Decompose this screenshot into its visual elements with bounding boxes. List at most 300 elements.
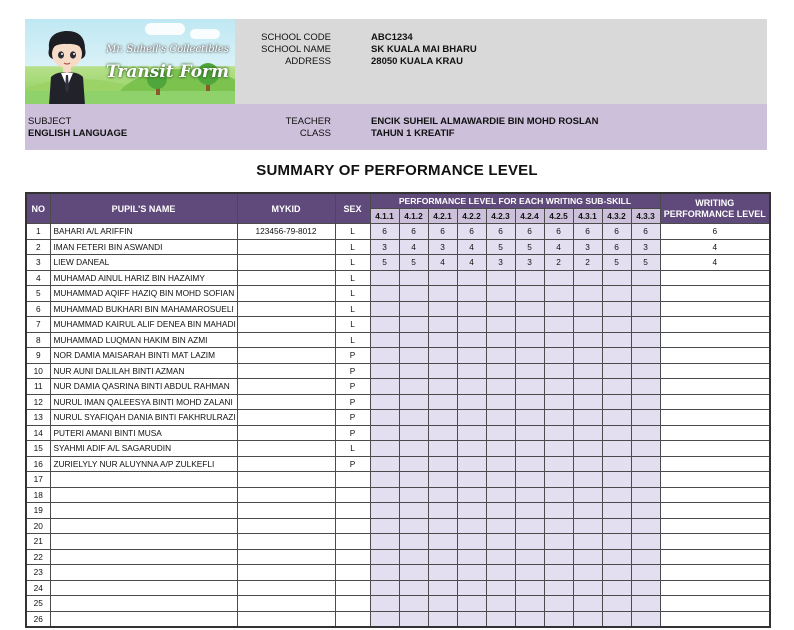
cell-subskill-score[interactable] [457, 503, 486, 519]
cell-subskill-score[interactable] [544, 503, 573, 519]
cell-mykid[interactable] [237, 441, 335, 457]
cell-subskill-score[interactable] [370, 270, 399, 286]
cell-subskill-score[interactable] [457, 472, 486, 488]
cell-subskill-score[interactable]: 5 [602, 255, 631, 271]
cell-subskill-score[interactable] [515, 441, 544, 457]
cell-subskill-score[interactable] [399, 301, 428, 317]
cell-pupil-name[interactable]: NUR AUNI DALILAH BINTI AZMAN [50, 363, 237, 379]
cell-subskill-score[interactable] [631, 549, 660, 565]
cell-subskill-score[interactable] [515, 456, 544, 472]
cell-pupil-name[interactable] [50, 487, 237, 503]
cell-pupil-name[interactable] [50, 565, 237, 581]
cell-subskill-score[interactable] [573, 410, 602, 426]
cell-subskill-score[interactable] [428, 363, 457, 379]
cell-subskill-score[interactable] [370, 425, 399, 441]
cell-subskill-score[interactable] [428, 596, 457, 612]
cell-sex[interactable] [335, 611, 370, 627]
cell-subskill-score[interactable] [486, 472, 515, 488]
cell-sex[interactable]: L [335, 441, 370, 457]
cell-writing-level[interactable] [660, 456, 770, 472]
cell-subskill-score[interactable] [486, 394, 515, 410]
cell-mykid[interactable] [237, 239, 335, 255]
cell-subskill-score[interactable]: 3 [370, 239, 399, 255]
cell-subskill-score[interactable] [457, 425, 486, 441]
cell-subskill-score[interactable] [573, 503, 602, 519]
cell-mykid[interactable] [237, 549, 335, 565]
cell-subskill-score[interactable] [515, 596, 544, 612]
cell-subskill-score[interactable] [515, 410, 544, 426]
cell-sex[interactable]: P [335, 379, 370, 395]
cell-subskill-score[interactable] [631, 503, 660, 519]
cell-subskill-score[interactable] [602, 317, 631, 333]
cell-no[interactable]: 7 [26, 317, 50, 333]
cell-subskill-score[interactable] [573, 580, 602, 596]
cell-sex[interactable]: L [335, 332, 370, 348]
cell-writing-level[interactable] [660, 549, 770, 565]
cell-subskill-score[interactable] [399, 394, 428, 410]
cell-subskill-score[interactable] [457, 286, 486, 302]
cell-subskill-score[interactable] [573, 534, 602, 550]
cell-subskill-score[interactable]: 6 [428, 224, 457, 240]
cell-writing-level[interactable] [660, 394, 770, 410]
cell-writing-level[interactable] [660, 317, 770, 333]
cell-subskill-score[interactable] [457, 410, 486, 426]
cell-subskill-score[interactable]: 4 [544, 239, 573, 255]
cell-subskill-score[interactable] [544, 441, 573, 457]
cell-subskill-score[interactable] [544, 363, 573, 379]
cell-subskill-score[interactable] [573, 441, 602, 457]
cell-subskill-score[interactable] [602, 410, 631, 426]
cell-sex[interactable] [335, 518, 370, 534]
cell-mykid[interactable] [237, 503, 335, 519]
cell-writing-level[interactable] [660, 425, 770, 441]
cell-mykid[interactable]: 123456-79-8012 [237, 224, 335, 240]
cell-subskill-score[interactable] [486, 270, 515, 286]
cell-no[interactable]: 22 [26, 549, 50, 565]
cell-no[interactable]: 24 [26, 580, 50, 596]
cell-writing-level[interactable]: 4 [660, 239, 770, 255]
cell-subskill-score[interactable] [486, 596, 515, 612]
cell-no[interactable]: 21 [26, 534, 50, 550]
cell-subskill-score[interactable] [602, 580, 631, 596]
cell-subskill-score[interactable] [486, 534, 515, 550]
cell-writing-level[interactable] [660, 611, 770, 627]
cell-subskill-score[interactable] [573, 565, 602, 581]
cell-no[interactable]: 19 [26, 503, 50, 519]
cell-mykid[interactable] [237, 286, 335, 302]
cell-subskill-score[interactable] [602, 487, 631, 503]
cell-mykid[interactable] [237, 487, 335, 503]
cell-subskill-score[interactable] [399, 286, 428, 302]
cell-pupil-name[interactable]: NURUL IMAN QALEESYA BINTI MOHD ZALANI [50, 394, 237, 410]
cell-subskill-score[interactable] [486, 332, 515, 348]
cell-subskill-score[interactable]: 6 [602, 224, 631, 240]
cell-pupil-name[interactable]: BAHARI A/L ARIFFIN [50, 224, 237, 240]
cell-subskill-score[interactable] [515, 332, 544, 348]
cell-writing-level[interactable] [660, 332, 770, 348]
cell-sex[interactable]: P [335, 363, 370, 379]
cell-writing-level[interactable]: 4 [660, 255, 770, 271]
cell-subskill-score[interactable] [399, 410, 428, 426]
cell-subskill-score[interactable] [544, 317, 573, 333]
cell-subskill-score[interactable]: 3 [428, 239, 457, 255]
cell-pupil-name[interactable]: MUHAMMAD BUKHARI BIN MAHAMAROSUELI [50, 301, 237, 317]
cell-subskill-score[interactable] [544, 472, 573, 488]
cell-subskill-score[interactable]: 4 [428, 255, 457, 271]
cell-subskill-score[interactable] [486, 518, 515, 534]
cell-subskill-score[interactable] [370, 379, 399, 395]
cell-subskill-score[interactable]: 4 [457, 255, 486, 271]
cell-subskill-score[interactable] [602, 270, 631, 286]
cell-subskill-score[interactable] [486, 611, 515, 627]
cell-subskill-score[interactable] [573, 487, 602, 503]
cell-sex[interactable] [335, 487, 370, 503]
cell-subskill-score[interactable] [631, 410, 660, 426]
cell-subskill-score[interactable] [544, 549, 573, 565]
cell-subskill-score[interactable] [602, 456, 631, 472]
cell-subskill-score[interactable] [573, 518, 602, 534]
cell-subskill-score[interactable] [544, 565, 573, 581]
cell-subskill-score[interactable] [515, 379, 544, 395]
cell-subskill-score[interactable]: 4 [457, 239, 486, 255]
cell-subskill-score[interactable] [515, 611, 544, 627]
cell-no[interactable]: 5 [26, 286, 50, 302]
cell-subskill-score[interactable]: 6 [602, 239, 631, 255]
cell-writing-level[interactable]: 6 [660, 224, 770, 240]
cell-writing-level[interactable] [660, 270, 770, 286]
cell-subskill-score[interactable] [544, 270, 573, 286]
cell-subskill-score[interactable] [544, 301, 573, 317]
cell-pupil-name[interactable]: IMAN FETERI BIN ASWANDI [50, 239, 237, 255]
cell-subskill-score[interactable] [370, 580, 399, 596]
cell-subskill-score[interactable] [457, 518, 486, 534]
cell-subskill-score[interactable] [457, 270, 486, 286]
cell-subskill-score[interactable] [515, 549, 544, 565]
cell-subskill-score[interactable] [544, 379, 573, 395]
cell-subskill-score[interactable] [515, 348, 544, 364]
cell-subskill-score[interactable]: 6 [515, 224, 544, 240]
cell-subskill-score[interactable] [399, 332, 428, 348]
cell-writing-level[interactable] [660, 363, 770, 379]
cell-subskill-score[interactable] [515, 503, 544, 519]
cell-subskill-score[interactable] [399, 456, 428, 472]
cell-subskill-score[interactable] [573, 549, 602, 565]
cell-sex[interactable]: L [335, 317, 370, 333]
cell-subskill-score[interactable] [602, 611, 631, 627]
cell-subskill-score[interactable] [486, 580, 515, 596]
cell-subskill-score[interactable] [399, 317, 428, 333]
cell-writing-level[interactable] [660, 518, 770, 534]
cell-subskill-score[interactable] [573, 363, 602, 379]
cell-mykid[interactable] [237, 565, 335, 581]
cell-subskill-score[interactable] [573, 270, 602, 286]
cell-subskill-score[interactable] [573, 286, 602, 302]
cell-subskill-score[interactable] [428, 317, 457, 333]
cell-subskill-score[interactable] [631, 379, 660, 395]
cell-writing-level[interactable] [660, 286, 770, 302]
cell-subskill-score[interactable] [428, 549, 457, 565]
cell-no[interactable]: 3 [26, 255, 50, 271]
cell-mykid[interactable] [237, 270, 335, 286]
cell-subskill-score[interactable] [515, 317, 544, 333]
cell-pupil-name[interactable]: MUHAMMAD LUQMAN HAKIM BIN AZMI [50, 332, 237, 348]
cell-subskill-score[interactable] [573, 332, 602, 348]
cell-subskill-score[interactable] [428, 503, 457, 519]
cell-subskill-score[interactable] [515, 270, 544, 286]
cell-subskill-score[interactable] [544, 332, 573, 348]
cell-writing-level[interactable] [660, 441, 770, 457]
cell-no[interactable]: 6 [26, 301, 50, 317]
cell-subskill-score[interactable] [573, 379, 602, 395]
cell-subskill-score[interactable] [486, 487, 515, 503]
cell-subskill-score[interactable] [399, 549, 428, 565]
cell-subskill-score[interactable] [399, 596, 428, 612]
cell-subskill-score[interactable] [370, 441, 399, 457]
cell-subskill-score[interactable] [428, 394, 457, 410]
cell-writing-level[interactable] [660, 596, 770, 612]
cell-subskill-score[interactable] [399, 270, 428, 286]
cell-subskill-score[interactable] [631, 348, 660, 364]
cell-subskill-score[interactable] [428, 425, 457, 441]
cell-sex[interactable] [335, 596, 370, 612]
cell-subskill-score[interactable] [457, 317, 486, 333]
cell-mykid[interactable] [237, 379, 335, 395]
cell-subskill-score[interactable] [370, 596, 399, 612]
cell-subskill-score[interactable] [602, 472, 631, 488]
cell-pupil-name[interactable]: MUHAMMAD KAIRUL ALIF DENEA BIN MAHADI [50, 317, 237, 333]
cell-subskill-score[interactable] [428, 487, 457, 503]
cell-subskill-score[interactable] [544, 487, 573, 503]
cell-subskill-score[interactable] [399, 503, 428, 519]
cell-no[interactable]: 15 [26, 441, 50, 457]
cell-subskill-score[interactable] [544, 596, 573, 612]
cell-subskill-score[interactable] [602, 441, 631, 457]
cell-subskill-score[interactable] [486, 363, 515, 379]
cell-subskill-score[interactable] [370, 534, 399, 550]
cell-pupil-name[interactable]: ZURIELYLY NUR ALUYNNA A/P ZULKEFLI [50, 456, 237, 472]
cell-subskill-score[interactable]: 6 [631, 224, 660, 240]
cell-subskill-score[interactable] [370, 549, 399, 565]
cell-no[interactable]: 12 [26, 394, 50, 410]
cell-subskill-score[interactable] [457, 456, 486, 472]
cell-subskill-score[interactable] [631, 472, 660, 488]
cell-writing-level[interactable] [660, 379, 770, 395]
cell-subskill-score[interactable]: 5 [631, 255, 660, 271]
cell-subskill-score[interactable] [399, 379, 428, 395]
cell-subskill-score[interactable] [602, 518, 631, 534]
cell-pupil-name[interactable] [50, 549, 237, 565]
cell-sex[interactable]: L [335, 255, 370, 271]
cell-subskill-score[interactable] [515, 286, 544, 302]
cell-subskill-score[interactable]: 6 [573, 224, 602, 240]
cell-subskill-score[interactable] [573, 301, 602, 317]
cell-subskill-score[interactable] [515, 394, 544, 410]
cell-subskill-score[interactable] [428, 301, 457, 317]
cell-subskill-score[interactable] [631, 487, 660, 503]
cell-subskill-score[interactable] [428, 580, 457, 596]
cell-subskill-score[interactable] [544, 534, 573, 550]
cell-subskill-score[interactable] [399, 565, 428, 581]
cell-no[interactable]: 2 [26, 239, 50, 255]
cell-no[interactable]: 17 [26, 472, 50, 488]
cell-no[interactable]: 4 [26, 270, 50, 286]
cell-subskill-score[interactable]: 3 [486, 255, 515, 271]
cell-no[interactable]: 8 [26, 332, 50, 348]
cell-subskill-score[interactable] [457, 565, 486, 581]
cell-no[interactable]: 26 [26, 611, 50, 627]
cell-subskill-score[interactable] [486, 410, 515, 426]
cell-subskill-score[interactable] [602, 425, 631, 441]
cell-subskill-score[interactable] [631, 565, 660, 581]
cell-subskill-score[interactable] [428, 286, 457, 302]
cell-subskill-score[interactable] [544, 410, 573, 426]
cell-subskill-score[interactable] [544, 286, 573, 302]
cell-subskill-score[interactable] [602, 363, 631, 379]
cell-subskill-score[interactable] [370, 317, 399, 333]
cell-subskill-score[interactable] [370, 565, 399, 581]
cell-sex[interactable]: L [335, 301, 370, 317]
cell-pupil-name[interactable]: NURUL SYAFIQAH DANIA BINTI FAKHRULRAZI [50, 410, 237, 426]
cell-subskill-score[interactable] [515, 580, 544, 596]
cell-subskill-score[interactable] [370, 363, 399, 379]
cell-subskill-score[interactable]: 3 [631, 239, 660, 255]
cell-writing-level[interactable] [660, 503, 770, 519]
cell-sex[interactable]: L [335, 239, 370, 255]
cell-no[interactable]: 9 [26, 348, 50, 364]
cell-subskill-score[interactable] [631, 270, 660, 286]
cell-subskill-score[interactable] [486, 441, 515, 457]
cell-subskill-score[interactable]: 3 [515, 255, 544, 271]
cell-subskill-score[interactable] [428, 348, 457, 364]
cell-subskill-score[interactable] [370, 410, 399, 426]
cell-subskill-score[interactable] [399, 534, 428, 550]
cell-subskill-score[interactable] [486, 348, 515, 364]
cell-subskill-score[interactable] [486, 425, 515, 441]
cell-subskill-score[interactable] [370, 456, 399, 472]
cell-subskill-score[interactable] [428, 534, 457, 550]
cell-pupil-name[interactable] [50, 518, 237, 534]
cell-no[interactable]: 23 [26, 565, 50, 581]
cell-subskill-score[interactable]: 6 [544, 224, 573, 240]
cell-subskill-score[interactable] [457, 363, 486, 379]
cell-subskill-score[interactable] [515, 565, 544, 581]
cell-subskill-score[interactable] [631, 317, 660, 333]
cell-subskill-score[interactable] [370, 503, 399, 519]
cell-subskill-score[interactable] [602, 332, 631, 348]
cell-subskill-score[interactable] [370, 518, 399, 534]
cell-pupil-name[interactable] [50, 534, 237, 550]
cell-no[interactable]: 25 [26, 596, 50, 612]
cell-subskill-score[interactable] [457, 348, 486, 364]
cell-subskill-score[interactable] [573, 348, 602, 364]
cell-subskill-score[interactable] [602, 286, 631, 302]
cell-subskill-score[interactable] [515, 301, 544, 317]
cell-subskill-score[interactable] [370, 611, 399, 627]
cell-subskill-score[interactable] [573, 394, 602, 410]
cell-subskill-score[interactable]: 6 [370, 224, 399, 240]
cell-mykid[interactable] [237, 611, 335, 627]
cell-subskill-score[interactable]: 5 [370, 255, 399, 271]
cell-subskill-score[interactable]: 5 [515, 239, 544, 255]
cell-sex[interactable]: L [335, 270, 370, 286]
cell-subskill-score[interactable] [370, 348, 399, 364]
cell-subskill-score[interactable] [486, 549, 515, 565]
cell-subskill-score[interactable] [631, 425, 660, 441]
cell-subskill-score[interactable] [370, 472, 399, 488]
cell-subskill-score[interactable] [457, 534, 486, 550]
cell-no[interactable]: 18 [26, 487, 50, 503]
cell-mykid[interactable] [237, 456, 335, 472]
cell-mykid[interactable] [237, 425, 335, 441]
cell-subskill-score[interactable] [573, 611, 602, 627]
cell-subskill-score[interactable] [515, 363, 544, 379]
cell-subskill-score[interactable] [544, 348, 573, 364]
cell-mykid[interactable] [237, 580, 335, 596]
cell-pupil-name[interactable]: LIEW DANEAL [50, 255, 237, 271]
cell-mykid[interactable] [237, 301, 335, 317]
cell-subskill-score[interactable] [486, 565, 515, 581]
cell-subskill-score[interactable] [515, 534, 544, 550]
cell-subskill-score[interactable] [457, 332, 486, 348]
cell-mykid[interactable] [237, 518, 335, 534]
cell-subskill-score[interactable]: 2 [573, 255, 602, 271]
cell-subskill-score[interactable] [544, 394, 573, 410]
cell-subskill-score[interactable] [428, 565, 457, 581]
cell-subskill-score[interactable] [399, 441, 428, 457]
cell-writing-level[interactable] [660, 472, 770, 488]
cell-sex[interactable]: P [335, 394, 370, 410]
cell-subskill-score[interactable] [428, 379, 457, 395]
cell-subskill-score[interactable] [631, 441, 660, 457]
cell-subskill-score[interactable] [399, 363, 428, 379]
cell-subskill-score[interactable] [515, 425, 544, 441]
cell-subskill-score[interactable] [573, 425, 602, 441]
cell-subskill-score[interactable] [631, 394, 660, 410]
cell-writing-level[interactable] [660, 348, 770, 364]
cell-pupil-name[interactable]: NUR DAMIA QASRINA BINTI ABDUL RAHMAN [50, 379, 237, 395]
cell-subskill-score[interactable] [399, 472, 428, 488]
cell-no[interactable]: 10 [26, 363, 50, 379]
cell-subskill-score[interactable] [631, 580, 660, 596]
cell-subskill-score[interactable] [631, 332, 660, 348]
cell-subskill-score[interactable] [370, 487, 399, 503]
cell-pupil-name[interactable]: SYAHMI ADIF A/L SAGARUDIN [50, 441, 237, 457]
cell-subskill-score[interactable] [428, 441, 457, 457]
cell-sex[interactable]: P [335, 410, 370, 426]
cell-subskill-score[interactable] [428, 456, 457, 472]
cell-mykid[interactable] [237, 348, 335, 364]
cell-subskill-score[interactable] [399, 487, 428, 503]
cell-subskill-score[interactable] [573, 317, 602, 333]
cell-subskill-score[interactable] [370, 301, 399, 317]
cell-mykid[interactable] [237, 255, 335, 271]
cell-mykid[interactable] [237, 394, 335, 410]
cell-subskill-score[interactable] [573, 456, 602, 472]
cell-subskill-score[interactable] [602, 301, 631, 317]
cell-subskill-score[interactable] [631, 518, 660, 534]
cell-subskill-score[interactable] [602, 549, 631, 565]
cell-pupil-name[interactable]: NOR DAMIA MAISARAH BINTI MAT LAZIM [50, 348, 237, 364]
cell-pupil-name[interactable]: MUHAMMAD AQIFF HAZIQ BIN MOHD SOFIAN [50, 286, 237, 302]
cell-no[interactable]: 20 [26, 518, 50, 534]
cell-no[interactable]: 1 [26, 224, 50, 240]
cell-mykid[interactable] [237, 363, 335, 379]
cell-mykid[interactable] [237, 317, 335, 333]
cell-subskill-score[interactable] [399, 611, 428, 627]
cell-subskill-score[interactable] [457, 549, 486, 565]
cell-subskill-score[interactable] [457, 487, 486, 503]
cell-subskill-score[interactable] [399, 580, 428, 596]
